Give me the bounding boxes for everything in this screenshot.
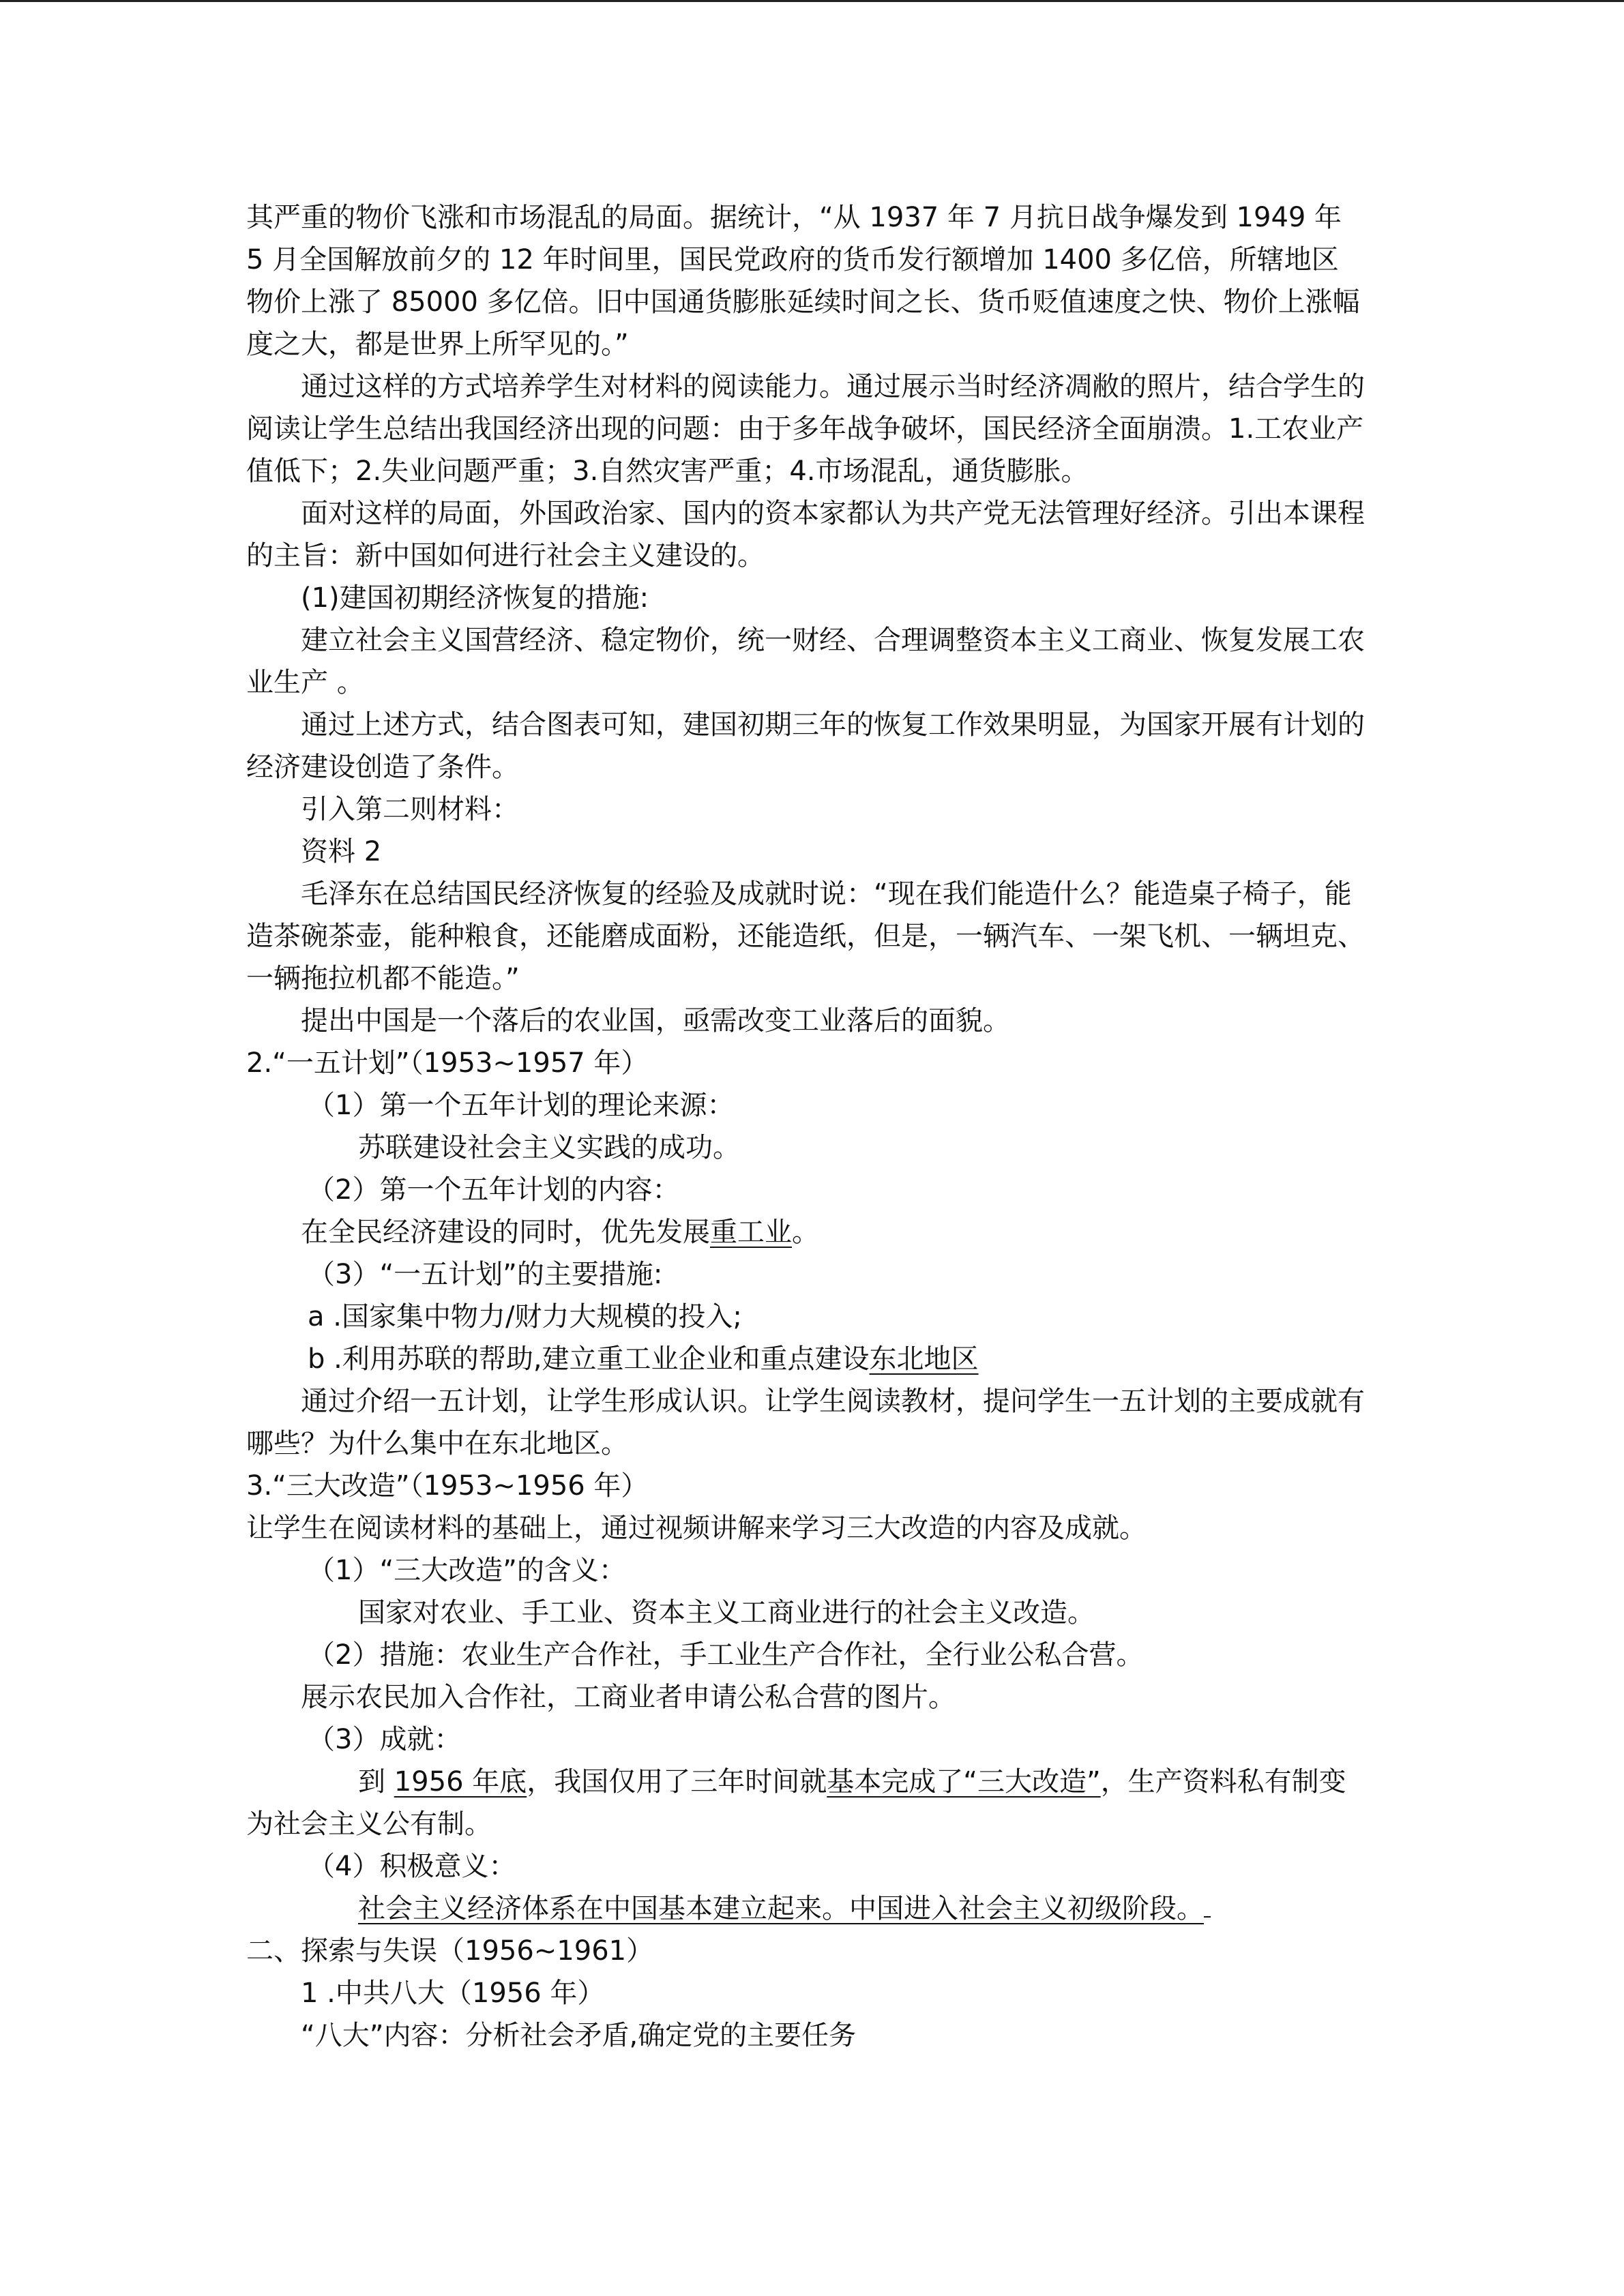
five-year-q2: （2）第一个五年计划的内容： <box>308 1174 680 1206</box>
significance-underlined: 社会主义经济体系在中国基本建立起来。中国进入社会主义初级阶段。 <box>358 1893 1204 1924</box>
measures-heading: (1)建国初期经济恢复的措施: <box>301 582 649 614</box>
measures-text: 建立社会主义国营经济、稳定物价，统一财经、合理调整资本主义工商业、恢复发展工农业生产 。 <box>246 625 1365 698</box>
three-reforms-q3: （3）成就： <box>308 1724 462 1755</box>
five-year-plan-heading: 2.“一五计划”（1953~1957 年） <box>246 1047 649 1079</box>
three-reforms-a3-post: ，生产资料私有制变为社会主义公有制。 <box>246 1766 1346 1840</box>
five-year-a1: 苏联建设社会主义实践的成功。 <box>358 1132 740 1163</box>
three-reforms-a3-mid: ，我国仅用了三年时间就 <box>527 1766 827 1798</box>
page-top-border <box>0 0 1624 2</box>
paragraph-inflation: 其严重的物价飞涨和市场混乱的局面。据统计，“从 1937 年 7 月抗日战争爆发到 1949 年 5 月全国解放前夕的 12 年时间里，国民党政府的货币发行额增加 1400 多亿倍，所辖地区物价上涨了 85000 多亿倍。旧中国通货膨胀延续时间之长、货币贬值速度之快、物价上涨幅度之大，都是世界上所罕见的。” <box>246 202 1360 360</box>
end-1956-underlined: 1956 年底 <box>394 1766 527 1798</box>
paragraph-backward: 提出中国是一个落后的农业国，亟需改变工业落后的面貌。 <box>301 1005 1010 1037</box>
three-reforms-a3 <box>246 1761 1365 1845</box>
five-year-a2-post: 。 <box>792 1217 819 1248</box>
northeast-region-underlined: 东北地区 <box>869 1343 979 1375</box>
paragraph-mao-quote: 毛泽东在总结国民经济恢复的经验及成就时说：“现在我们能造什么？能造桌子椅子，能造茶碗茶壶，能种粮食，还能磨成面粉，还能造纸，但是，一辆汽车、一架飞机、一辆坦克、一辆拖拉机都不能造。” <box>246 878 1365 994</box>
three-reforms-q1: （1）“三大改造”的含义： <box>308 1555 626 1586</box>
five-year-intro-paragraph: 通过介绍一五计划，让学生形成认识。让学生阅读教材，提问学生一五计划的主要成就有哪些？为什么集中在东北地区。 <box>246 1386 1365 1459</box>
material-2-label: 资料 2 <box>301 836 382 867</box>
five-year-a3a: a .国家集中物力/财力大规模的投入; <box>308 1301 742 1332</box>
three-reforms-q2: （2）措施：农业生产合作社，手工业生产合作社，全行业公私合营。 <box>308 1639 1144 1671</box>
paragraph-recovery: 通过上述方式，结合图表可知，建国初期三年的恢复工作效果明显，为国家开展有计划的经济建设创造了条件。 <box>246 709 1365 783</box>
paragraph-face: 面对这样的局面，外国政治家、国内的资本家都认为共产党无法管理好经济。引出本课程的主旨：新中国如何进行社会主义建设的。 <box>246 498 1365 571</box>
five-year-a2 <box>246 1211 1365 1253</box>
basically-completed-underlined: 基本完成了“三大改造” <box>827 1766 1101 1798</box>
three-reforms-show: 展示农民加入合作社，工商业者申请公私合营的图片。 <box>301 1682 956 1713</box>
five-year-a2-pre: 在全民经济建设的同时，优先发展 <box>301 1217 710 1248</box>
underline-trailing-space <box>1204 1889 1211 1918</box>
document-page-body <box>246 196 1365 2057</box>
three-reforms-a1: 国家对农业、手工业、资本主义工商业进行的社会主义改造。 <box>358 1597 1095 1628</box>
five-year-q3: （3）“一五计划”的主要措施: <box>308 1259 663 1290</box>
three-reforms-intro: 让学生在阅读材料的基础上，通过视频讲解来学习三大改造的内容及成就。 <box>246 1512 1147 1544</box>
intro-material-2: 引入第二则材料： <box>301 794 519 825</box>
heavy-industry-underlined: 重工业 <box>710 1217 792 1248</box>
five-year-a3b-pre: b .利用苏联的帮助,建立重工业企业和重点建设 <box>308 1343 870 1375</box>
three-reforms-heading: 3.“三大改造”（1953~1956 年） <box>246 1470 649 1502</box>
paragraph-reading: 通过这样的方式培养学生对材料的阅读能力。通过展示当时经济凋敝的照片，结合学生的阅读让学生总结出我国经济出现的问题：由于多年战争破坏，国民经济全面崩溃。1.工农业产值低下；2.失业问题严重；3.自然灾害严重；4.市场混乱，通货膨胀。 <box>246 371 1365 487</box>
three-reforms-a4 <box>246 1888 1365 1930</box>
three-reforms-a3-pre: 到 <box>358 1766 394 1798</box>
three-reforms-q4: （4）积极意义： <box>308 1851 516 1882</box>
five-year-q1: （1）第一个五年计划的理论来源： <box>308 1090 735 1121</box>
five-year-a3b <box>246 1338 1365 1380</box>
section-2-heading: 二、探索与失误（1956~1961） <box>246 1935 654 1967</box>
section-2-sub1: 1 .中共八大（1956 年） <box>301 1978 605 2009</box>
section-2-sub1-content: “八大”内容：分析社会矛盾,确定党的主要任务 <box>301 2020 857 2051</box>
